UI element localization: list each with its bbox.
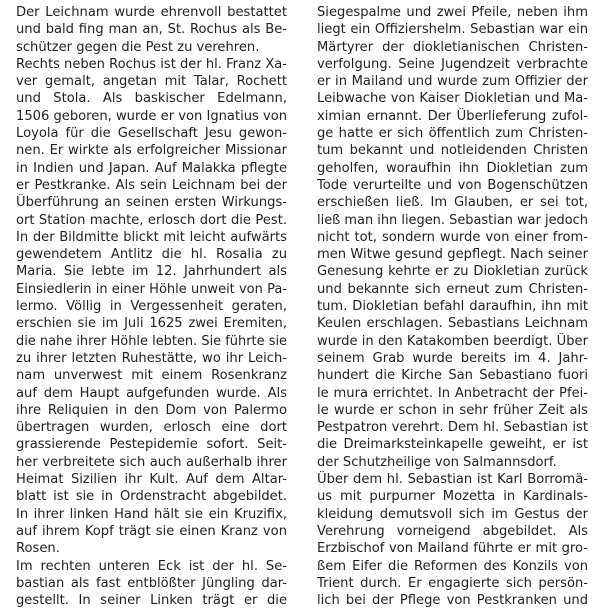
text-line: men Witwe gesund gepflegt. Nach seiner	[317, 247, 588, 263]
text-line: gewendetem Antlitz die hl. Rosalia zu	[16, 247, 287, 263]
text-line: blatt ist sie in Ordenstracht abgebildet.	[16, 489, 287, 505]
text-line: die Dreimarksteinkapelle geweiht, er ist	[317, 437, 588, 453]
text-line: 1506 geboren, wurde er von Ignatius von	[16, 108, 287, 124]
text-line: Siegespalme und zwei Pfeile, neben ihm	[317, 5, 588, 20]
text-line: Der Leichnam wurde ehrenvoll bestattet	[16, 5, 287, 20]
text-line: nen. Er wirkte als erfolgreicher Missionar	[16, 143, 287, 159]
text-line: tum. Diokletian befahl daraufhin, ihn mit	[317, 299, 588, 315]
text-line: und Stola. Als baskischer Edelmann,	[16, 91, 287, 107]
text-line: er in Mailand und wurde zum Offizier der	[317, 74, 588, 90]
text-column-left	[16, 4, 287, 609]
text-line: Über dem hl. Sebastian ist Karl Borromä-	[317, 472, 588, 488]
text-line: hundert die Kirche San Sebastiano fuori	[317, 368, 588, 384]
text-line: Trient durch. Er engagierte sich persön-	[317, 575, 588, 591]
text-line: tum bekannt und notleidenden Christen	[317, 143, 588, 159]
text-line: grassierende Pestepidemie sofort. Seit-	[16, 437, 287, 453]
text-line: lich bei der Pflege von Pestkranken und	[317, 593, 588, 609]
text-line: lermo. Völlig in Vergessenheit geraten,	[16, 299, 287, 315]
text-line: er Pestkranke. Als sein Leichnam bei der	[16, 177, 287, 193]
text-line: auf ihrem Kopf trägt sie einen Kranz von	[16, 523, 287, 539]
text-line: le mura errichtet. In Anbetracht der Pfei-	[317, 385, 588, 401]
text-line: Leibwache von Kaiser Diokletian und Ma-	[317, 91, 588, 107]
text-line: seinem Grab wurde bereits im 4. Jahr-	[317, 350, 588, 366]
text-line: Rosen.	[16, 541, 60, 557]
text-line: geholfen, woraufhin ihn Diokletian zum	[317, 160, 588, 176]
text-line: In ihrer linken Hand hält sie ein Kruzifix,	[16, 506, 287, 522]
text-line: ßem Eifer die Reformen des Konzils von	[317, 558, 588, 574]
text-line: erschien sie im Juli 1625 zwei Eremiten,	[16, 316, 287, 332]
text-line: le wurde er schon in sehr früher Zeit als	[317, 402, 588, 418]
text-line: ximian ernannt. Der Überlieferung zufol-	[317, 108, 588, 124]
text-line: ge hatte er sich öffentlich zum Christen-	[317, 126, 588, 142]
text-line: In der Bildmitte blickt mit leicht aufwärts	[16, 229, 287, 245]
text-line: die nahe ihrer Höhle lebten. Sie führte sie	[16, 333, 287, 349]
text-line: Erzbischof von Mailand führte er mit gro-	[317, 541, 588, 557]
text-line: auf dem Haupt aufgefunden wurde. Als	[16, 385, 287, 401]
text-column-right	[317, 4, 588, 609]
text-line: kleidung demutsvoll sich im Gestus der	[317, 506, 588, 522]
text-line: Genesung kehrte er zu Diokletian zurück	[317, 264, 588, 280]
text-line: wurde in den Katakomben beerdigt. Über	[317, 333, 588, 349]
text-line: in Indien und Japan. Auf Malakka pflegte	[16, 160, 287, 176]
text-line: ihre Reliquien in den Dom von Palermo	[16, 402, 287, 418]
text-line: her verbreitete sich auch außerhalb ihrer	[16, 454, 287, 470]
text-line: Märtyrer der diokletianischen Christen-	[317, 39, 588, 55]
text-line: us mit purpurner Mozetta in Kardinals-	[317, 489, 588, 505]
text-line: Pestpatron verehrt. Dem hl. Sebastian ist	[317, 420, 588, 436]
text-line: Keulen erschlagen. Sebastians Leichnam	[317, 316, 588, 332]
text-line: schützer gegen die Pest zu verehren.	[16, 39, 260, 55]
text-line: Rechts neben Rochus ist der hl. Franz Xa-	[16, 56, 287, 72]
text-line: verfolgung. Seine Jugendzeit verbrachte	[317, 56, 588, 72]
text-line: ort Station machte, erlosch dort die Pest.	[16, 212, 287, 228]
text-line: Heimat Sizilien ihr Kult. Auf dem Altar-	[16, 472, 287, 488]
text-line: Maria. Sie lebte im 12. Jahrhundert als	[16, 264, 287, 280]
text-line: erschießen ließ. Im Glauben, er sei tot,	[317, 195, 588, 211]
text-line: Verehrung vorneigend abgebildet. Als	[317, 523, 588, 539]
text-line: zu ihrer letzten Ruhestätte, wo ihr Leich-	[16, 350, 287, 366]
text-line: ver gemalt, angetan mit Talar, Rochett	[16, 74, 287, 90]
text-line: ließ man ihn liegen. Sebastian war jedoch	[317, 212, 588, 228]
text-line: und bekannte sich erneut zum Christen-	[317, 281, 588, 297]
text-line: nam unverwest mit einem Rosenkranz	[16, 368, 287, 384]
text-line: nicht tot, sondern wurde von einer from-	[317, 229, 588, 245]
text-line: Überführung an seinen ersten Wirkungs-	[16, 195, 287, 211]
text-line: und bald fing man an, St. Rochus als Be-	[16, 22, 287, 38]
text-line: Im rechten unteren Eck ist der hl. Se-	[16, 558, 287, 574]
text-line: Einsiedlerin in einer Höhle unweit von Pa-	[16, 281, 287, 297]
text-line: übertragen wurden, erlosch eine dort	[16, 420, 287, 436]
text-line: liegt ein Offiziershelm. Sebastian war ein	[317, 22, 588, 38]
text-line: Tode verurteilte und von Bogenschützen	[317, 177, 588, 193]
text-line: der Schutzheilige von Salmannsdorf.	[317, 454, 557, 470]
text-line: gestellt. In seiner Linken trägt er die	[16, 593, 287, 609]
text-line: Loyola für die Gesellschaft Jesu gewon-	[16, 126, 287, 142]
text-line: bastian als fast entblößter Jüngling dar-	[16, 575, 287, 591]
